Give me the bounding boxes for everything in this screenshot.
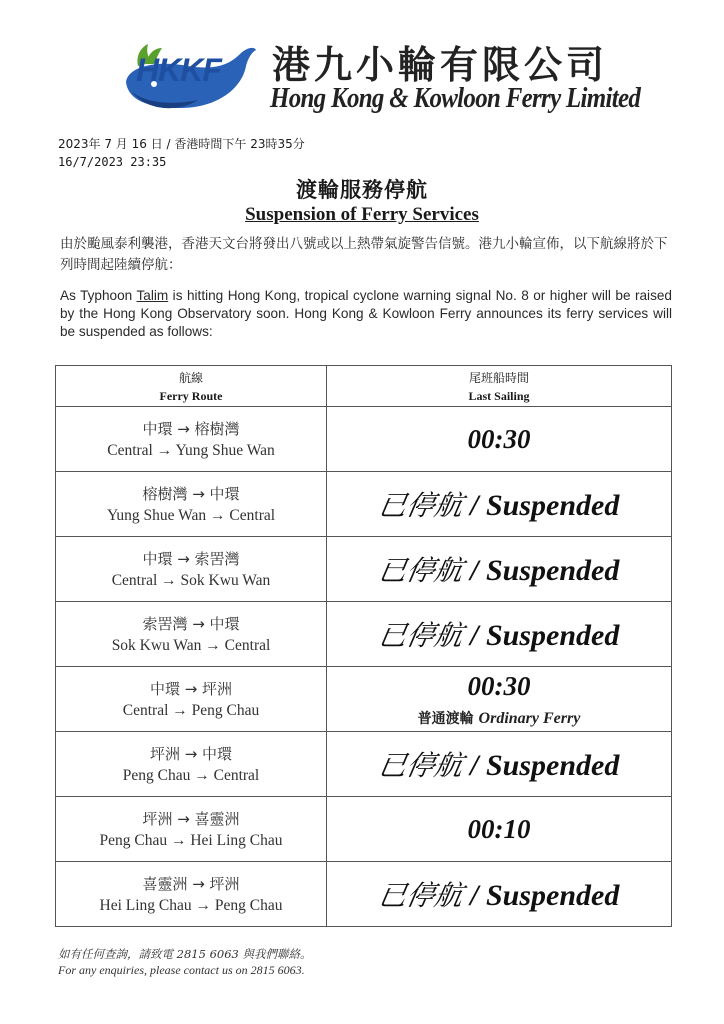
typhoon-name: Talim <box>136 288 169 303</box>
suspended-status <box>375 749 620 782</box>
table-header-row <box>56 366 672 407</box>
col-last-zh: 尾班船時間 <box>468 370 529 385</box>
last-sailing-cell <box>327 472 672 537</box>
intro-paragraph-zh: 由於颱風泰利襲港，香港天文台將發出八號或以上熱帶氣旋警告信號。港九小輪宣佈，以下航線將於下列時間起陸續停航： <box>60 236 668 273</box>
table-row <box>56 797 672 862</box>
notice-title-zh: 渡輪服務停航 <box>296 178 428 202</box>
logo-text: HKKF <box>136 52 221 88</box>
suspended-zh: 已停航 <box>375 489 466 522</box>
route-en: Sok Kwu Wan → Central <box>111 637 271 654</box>
notice-title-en: Suspension of Ferry Services <box>245 204 479 225</box>
ferry-schedule-table <box>55 365 672 927</box>
notice-date-en: 16/7/2023 23:35 <box>58 155 167 169</box>
route-cell <box>56 732 327 797</box>
route-en: Yung Shue Wan → Central <box>106 507 276 524</box>
suspended-status <box>375 619 620 652</box>
company-name-zh: 港九小輪有限公司 <box>272 43 609 87</box>
last-sailing-cell <box>327 732 672 797</box>
last-sailing-time: 00:10 <box>467 813 531 844</box>
intro-en-before: As Typhoon <box>60 288 137 303</box>
intro-paragraph-en <box>60 287 672 341</box>
table-row <box>56 472 672 537</box>
route-cell <box>56 472 327 537</box>
route-zh: 榕樹灣 → 中環 <box>142 485 240 503</box>
route-zh: 中環 → 榕樹灣 <box>142 420 240 438</box>
route-en: Peng Chau → Central <box>122 767 260 784</box>
ferry-type-note <box>327 708 671 728</box>
ferry-type-zh: 普通渡輪 <box>417 710 474 727</box>
suspended-en: / Suspended <box>462 749 620 782</box>
suspended-en: / Suspended <box>462 619 620 652</box>
suspended-zh: 已停航 <box>375 619 466 652</box>
company-name-en: Hong Kong & Kowloon Ferry Limited <box>270 82 641 114</box>
suspended-en: / Suspended <box>462 554 620 587</box>
suspended-zh: 已停航 <box>375 554 466 587</box>
last-sailing-cell <box>327 667 672 732</box>
route-cell <box>56 797 327 862</box>
route-zh: 中環 → 坪洲 <box>149 680 233 698</box>
table-row <box>56 407 672 472</box>
route-cell <box>56 602 327 667</box>
route-zh: 坪洲 → 喜靈洲 <box>142 810 240 828</box>
suspended-status <box>375 489 620 522</box>
last-sailing-time: 00:30 <box>467 670 531 701</box>
table-row <box>56 732 672 797</box>
route-cell <box>56 862 327 927</box>
last-sailing-cell <box>327 862 672 927</box>
suspended-en: / Suspended <box>462 879 620 912</box>
col-header-route <box>56 366 327 407</box>
col-route-en: Ferry Route <box>159 388 223 403</box>
table-row <box>56 602 672 667</box>
route-en: Hei Ling Chau → Peng Chau <box>99 897 283 914</box>
route-zh: 中環 → 索罟灣 <box>142 550 240 568</box>
last-sailing-cell <box>327 537 672 602</box>
last-sailing-cell <box>327 797 672 862</box>
notice-date-zh: 2023年 7 月 16 日 / 香港時間下午 23時35分 <box>58 137 305 151</box>
intro-en-after: is hitting Hong Kong, tropical cyclone warning signal No. 8 or higher will be raised by the Hong Kong Observatory soon. Hong Kong & Kowloon Ferry announces its ferry services will be suspended as follows: <box>60 288 672 339</box>
company-logo <box>118 36 258 120</box>
col-last-en: Last Sailing <box>468 388 530 403</box>
suspended-zh: 已停航 <box>375 749 466 782</box>
enquiry-note-en: For any enquiries, please contact us on 2815 6063. <box>58 963 305 977</box>
route-cell <box>56 537 327 602</box>
enquiry-note-zh: 如有任何查詢，請致電 2815 6063 與我們聯絡。 <box>58 947 312 961</box>
route-en: Central → Peng Chau <box>122 702 260 719</box>
table-row <box>56 667 672 732</box>
last-sailing-time: 00:30 <box>467 423 531 454</box>
col-route-zh: 航線 <box>178 370 203 385</box>
last-sailing-cell <box>327 407 672 472</box>
route-en: Peng Chau → Hei Ling Chau <box>99 832 283 849</box>
suspended-status <box>375 879 620 912</box>
suspended-status <box>375 554 620 587</box>
suspended-en: / Suspended <box>462 489 620 522</box>
suspended-zh: 已停航 <box>375 879 466 912</box>
table-row <box>56 537 672 602</box>
table-row <box>56 862 672 927</box>
route-cell <box>56 407 327 472</box>
route-en: Central → Sok Kwu Wan <box>111 572 271 589</box>
route-cell <box>56 667 327 732</box>
route-zh: 坪洲 → 中環 <box>149 745 233 763</box>
route-zh: 索罟灣 → 中環 <box>142 615 240 633</box>
col-header-last-sailing <box>327 366 672 407</box>
last-sailing-cell <box>327 602 672 667</box>
route-en: Central → Yung Shue Wan <box>107 442 275 459</box>
route-zh: 喜靈洲 → 坪洲 <box>142 875 240 893</box>
ferry-type-en: Ordinary Ferry <box>478 709 581 727</box>
